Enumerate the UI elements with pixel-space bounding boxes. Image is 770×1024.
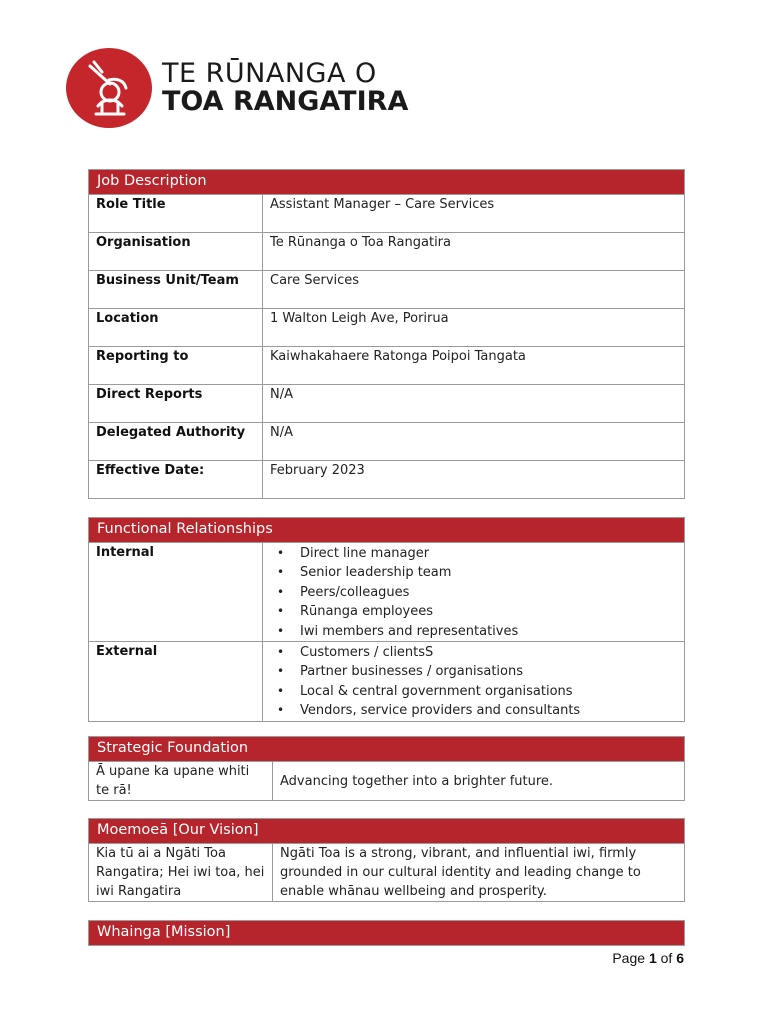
table-row [89,233,685,271]
location-label: Location [89,309,263,347]
strategic-foundation-maori: Ā upane ka upane whiti te rā! [89,762,273,801]
role-title-label: Role Title [89,195,263,233]
vision-maori: Kia tū ai a Ngāti Toa Rangatira; Hei iwi toa, hei iwi Rangatira [89,844,273,902]
functional-relationships-table [88,517,685,722]
logo-text-line1: TE RŪNANGA O [162,57,377,89]
strategic-foundation-english: Advancing together into a brighter future. [273,762,685,801]
table-row [89,195,685,233]
table-row [89,543,685,642]
job-description-header: Job Description [89,170,685,195]
delegated-authority-value: N/A [263,423,685,461]
strategic-foundation-table [88,736,685,801]
logo-emblem-icon [66,48,152,128]
list-item: • Customers / clientsS [300,643,677,662]
table-row [89,762,685,801]
page-number [612,950,684,966]
table-row [89,347,685,385]
internal-label: Internal [89,543,263,642]
list-item: • Vendors, service providers and consultants [300,701,677,720]
organisation-value: Te Rūnanga o Toa Rangatira [263,233,685,271]
vision-english: Ngāti Toa is a strong, vibrant, and influential iwi, firmly grounded in our cultural identity and leading change to enable whānau wellbeing and prosperity. [273,844,685,902]
mission-header: Whainga [Mission] [89,921,685,946]
list-item: • Peers/colleagues [300,583,677,602]
organisation-label: Organisation [89,233,263,271]
list-item: • Direct line manager [300,544,677,563]
reporting-to-label: Reporting to [89,347,263,385]
job-description-table [88,169,685,499]
table-row [89,271,685,309]
table-row [89,309,685,347]
page-current: 1 [648,950,657,966]
list-item: • Rūnanga employees [300,602,677,621]
effective-date-label: Effective Date: [89,461,263,499]
role-title-value: Assistant Manager – Care Services [263,195,685,233]
table-row [89,385,685,423]
page-of: of [660,950,673,966]
vision-header: Moemoeā [Our Vision] [89,819,685,844]
table-row [89,423,685,461]
functional-relationships-header: Functional Relationships [89,518,685,543]
location-value: 1 Walton Leigh Ave, Porirua [263,309,685,347]
list-item: • Local & central government organisations [300,682,677,701]
internal-list [270,543,677,641]
delegated-authority-label: Delegated Authority [89,423,263,461]
business-unit-value: Care Services [263,271,685,309]
direct-reports-value: N/A [263,385,685,423]
list-item: • Iwi members and representatives [300,622,677,641]
effective-date-value: February 2023 [263,461,685,499]
mission-table [88,920,685,946]
logo-text-line2: TOA RANGATIRA [162,86,409,117]
strategic-foundation-header: Strategic Foundation [89,737,685,762]
list-item: • Senior leadership team [300,563,677,582]
table-row [89,641,685,721]
vision-table [88,818,685,902]
list-item: • Partner businesses / organisations [300,662,677,681]
direct-reports-label: Direct Reports [89,385,263,423]
external-list [270,642,677,721]
page-prefix: Page [612,950,646,966]
reporting-to-value: Kaiwhakahaere Ratonga Poipoi Tangata [263,347,685,385]
business-unit-label: Business Unit/Team [89,271,263,309]
page-total: 6 [676,950,684,966]
table-row [89,844,685,902]
table-row [89,461,685,499]
org-logo [66,48,408,128]
external-label: External [89,641,263,721]
